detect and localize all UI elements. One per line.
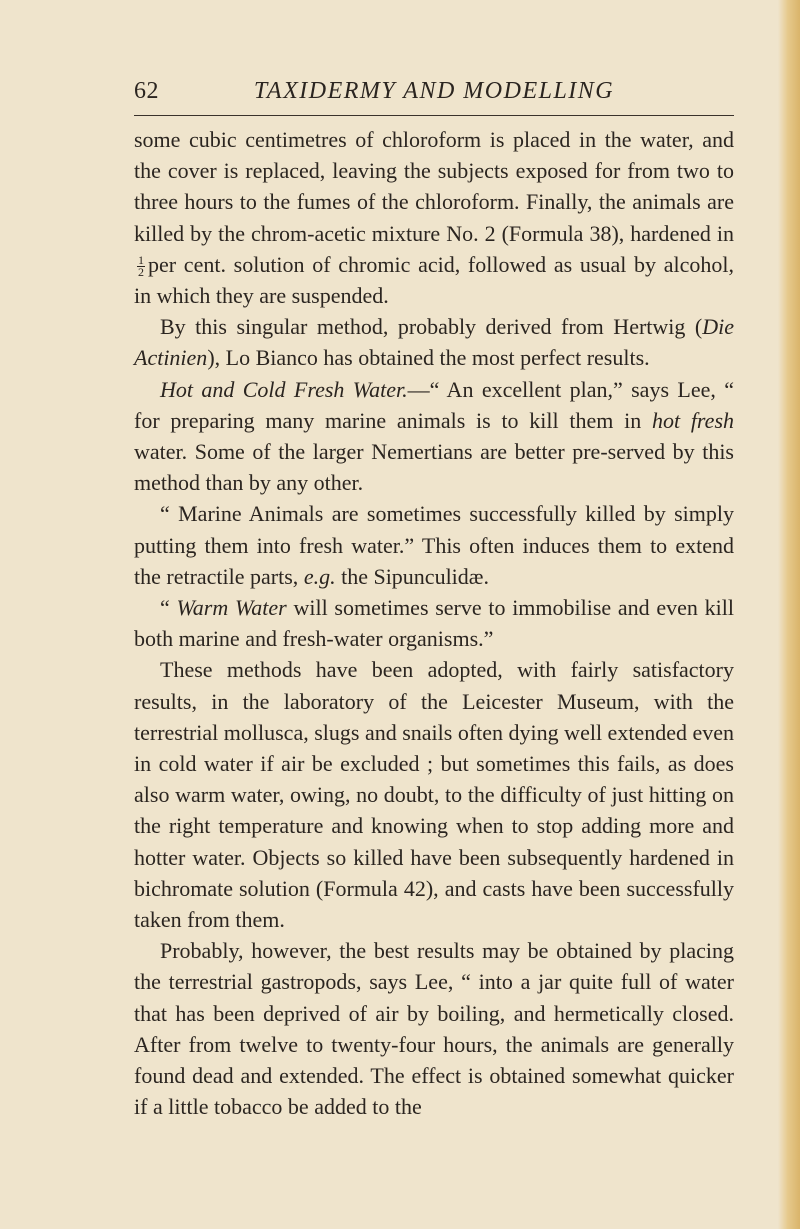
italic-heading: Warm Water (176, 595, 287, 621)
text-run: water. Some of the larger Nemertians are better pre-served by this method than by any other. (134, 439, 734, 496)
paragraph-7: Probably, however, the best results may be obtained by placing the terrestrial gastropods, says Lee, “ into a jar quite full of water that has been deprived of air by boiling, and hermetically closed. After from twelve to twenty-four hours, the animals are generally found dead and extended. The effect is obtained somewhat quicker if a little tobacco be added to the (134, 938, 734, 1120)
text-run: —“ An excellent plan,” says Lee, “ for preparing many marine animals is to kill them in (134, 376, 734, 433)
fraction-one-half (137, 255, 145, 278)
italic-title: Die Actinien (134, 314, 734, 371)
italic-heading: Hot and Cold Fresh Water. (160, 376, 408, 402)
paragraph-2 (134, 311, 734, 373)
body-text (134, 124, 734, 1123)
paragraph-3 (134, 374, 734, 499)
page-number: 62 (134, 78, 159, 104)
text-run: some cubic centimetres of chloroform is placed in the water, and the cover is replaced, leaving the subjects exposed for from two to three hours to the fumes of the chloroform. Finally, the animals are killed by the chrom-acetic mixture No. 2 (Formula 38), hardened in (134, 127, 734, 246)
paragraph-4 (134, 498, 734, 592)
running-title: TAXIDERMY AND MODELLING (253, 78, 615, 104)
text-run: the Sipunculidæ. (335, 563, 489, 589)
header-rule (134, 115, 734, 116)
paragraph-5 (134, 592, 734, 654)
text-run: per cent. solution of chromic acid, followed as usual by alcohol, in which they are suspended. (134, 251, 734, 309)
text-run: ), Lo Bianco has obtained the most perfect results. (207, 345, 650, 371)
running-header (134, 78, 734, 110)
text-run: will sometimes serve to immobilise and even kill both marine and fresh-water organisms.” (134, 595, 734, 652)
page-edge-shading (778, 0, 800, 1229)
italic-emphasis: hot fresh (651, 407, 735, 433)
text-run: “ (160, 595, 177, 621)
fraction-numerator: 1 (138, 253, 144, 268)
paragraph-1 (134, 124, 734, 311)
fraction-denominator: 2 (138, 265, 144, 280)
paragraph-6: These methods have been adopted, with fairly satisfactory results, in the laboratory of the Leicester Museum, with the terrestrial mollusca, slugs and snails often dying well extended even in cold water if air be excluded ; but sometimes this fails, as does also warm water, owing, no doubt, to the difficulty of just hitting on the right temperature and knowing when to stop adding more and hotter water. Objects so killed have been subsequently hardened in bichromate solution (Formula 42), and casts have been successfully taken from them. (134, 657, 734, 933)
text-run: By this singular method, probably derived from Hertwig ( (160, 314, 703, 340)
text-run: “ Marine Animals are sometimes successfully killed by simply putting them into fresh water.” This often induces them to extend the retractile parts, (134, 501, 734, 589)
italic-abbreviation: e.g. (303, 563, 336, 589)
